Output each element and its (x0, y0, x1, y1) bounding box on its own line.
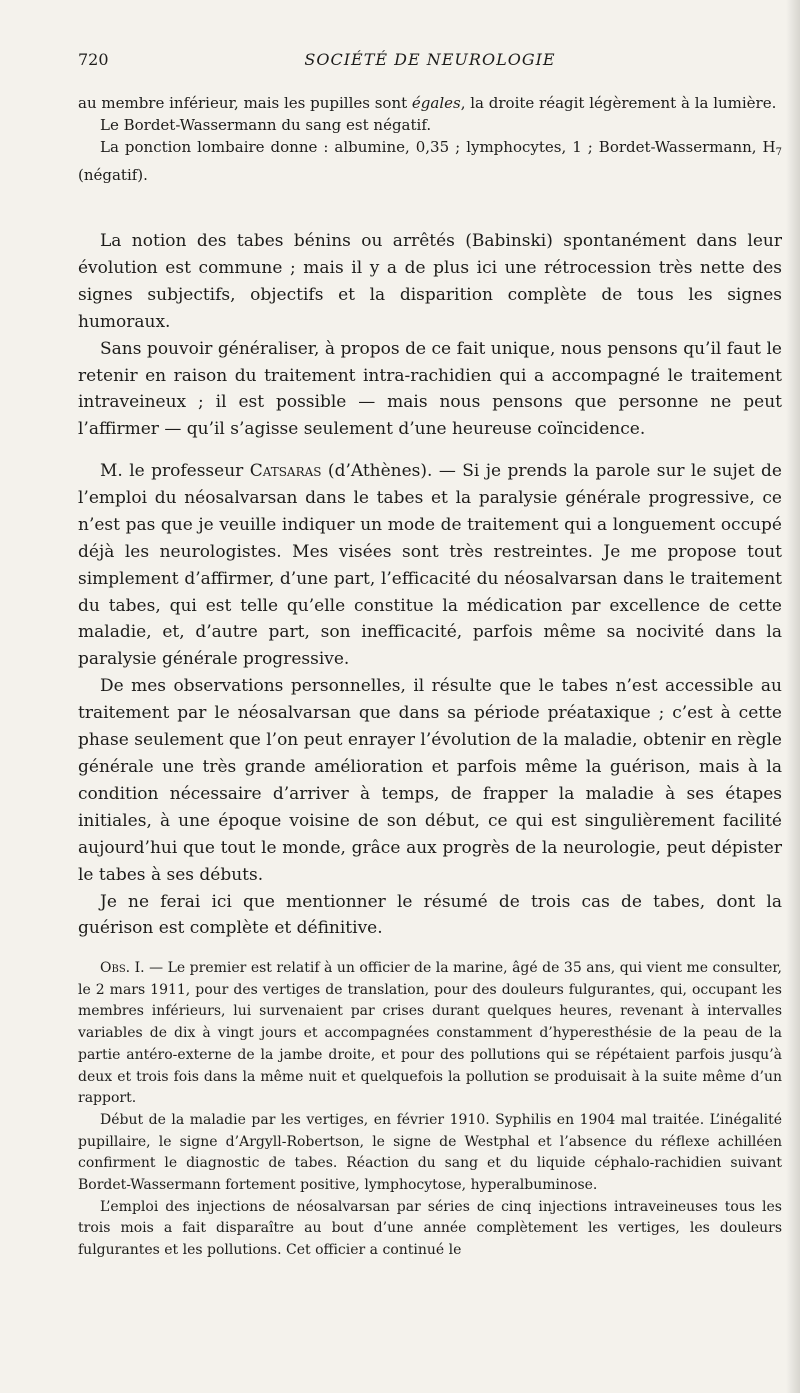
observation-1 (78, 958, 782, 1262)
page-edge-shadow (786, 0, 800, 1393)
discussion-paragraph-2: Sans pouvoir généraliser, à propos de ce fait unique, nous pensons qu’il faut le retenir en raison du traitement intra-rachidien qui a accompagné le traitement intraveineux ; il est possible — mais nous pensons que personne ne peut l’affirmer — qu’il s’agisse seulement d’une heureuse coïncidence. (78, 338, 782, 440)
observation-paragraph-2: Début de la maladie par les vertiges, en février 1910. Syphilis en 1904 mal traitée. L’inégalité pupillaire, le signe d’Argyll-Robertson, le signe de Westphal et l’absence du réflexe achilléen confirment le diagnostic de tabes. Réaction du sang et du liquide céphalo-rachidien suivant Bordet-Wassermann fortement positive, lymphocytose, hyperalbuminose. (78, 1111, 782, 1194)
catsaras-paragraph-1: M. le professeur Catsaras (d’Athènes). — Si je prends la parole sur le sujet de l’emploi du néosalvarsan dans le tabes et la paralysie générale progressive, ce n’est pas que je veuille indiquer un mode de traitement qui a longuement occupé déjà les neurologistes. Mes visées sont très restreintes. Je me propose tout simplement d’affirmer, d’une part, l’efficacité du néosalvarsan dans le traitement du tabes, qui est telle qu’elle constitue la médication par excellence de cette maladie, et, d’autre part, son inefficacité, parfois même sa nocivité dans la paralysie générale progressive. (78, 461, 782, 670)
running-title: SOCIÉTÉ DE NEUROLOGIE (304, 50, 556, 69)
catsaras-paragraph-3: Je ne ferai ici que mentionner le résumé de trois cas de tabes, dont la guérison est complète et définitive. (78, 891, 782, 939)
catsaras-communication (78, 458, 782, 942)
page-header (78, 50, 782, 74)
case-intro (78, 92, 782, 186)
intro-paragraph-3: La ponction lombaire donne : albumine, 0,35 ; lymphocytes, 1 ; Bordet-Wassermann, $H_7$ (négatif). (78, 138, 782, 184)
observation-label: Obs. I. (100, 960, 145, 976)
observation-paragraph-3: L’emploi des injections de néosalvarsan par séries de cinq injections intraveineuses tous les trois mois a fait disparaître au bout d’une année complètement les vertiges, les douleurs fulgurantes et les pollutions. Cet officier a continué le (78, 1198, 782, 1259)
intro-paragraph-2: Le Bordet-Wassermann du sang est négatif. (100, 116, 432, 134)
observation-paragraph-1: Obs. I. — Le premier est relatif à un officier de la marine, âgé de 35 ans, qui vient me consulter, le 2 mars 1911, pour des vertiges de translation, pour des douleurs fulgurantes, qui, occupant les membres inférieurs, lui survenaient par crises durant quelques heures, revenant à intervalles variables de dix à vingt jours et accompagnées constamment d’hyperesthésie de la peau de la partie antéro-externe de la jambe droite, et pour des pollutions qui se répétaient parfois jusqu’à deux et trois fois dans la même nuit et quelquefois la pollution se produisait à la suite même d’un rapport. (78, 960, 782, 1107)
catsaras-paragraph-2: De mes observations personnelles, il résulte que le tabes n’est accessible au traitement par le néosalvarsan que dans sa période préataxique ; c’est à cette phase seulement que l’on peut enrayer l’évolution de la maladie, obtenir en règle générale une très grande amélioration et parfois même la guérison, mais à la condition nécessaire d’arriver à temps, de frapper la maladie à ses étapes initiales, à une époque voisine de son début, ce qui est singulièrement facilité aujourd’hui que tout le monde, grâce aux progrès de la neurologie, peut dépister le tabes à ses débuts. (78, 676, 782, 885)
speaker-name: Catsaras (249, 461, 322, 481)
discussion (78, 228, 782, 443)
discussion-paragraph-1: La notion des tabes bénins ou arrêtés (Babinski) spontanément dans leur évolution est commune ; mais il y a de plus ici une rétrocession très nette des signes subjectifs, objectifs et la disparition complète de tous les signes humoraux. (78, 231, 782, 332)
intro-paragraph-1: au membre inférieur, mais les pupilles sont égales, la droite réagit légèrement à la lumière. (78, 94, 777, 112)
page-number: 720 (78, 50, 109, 69)
